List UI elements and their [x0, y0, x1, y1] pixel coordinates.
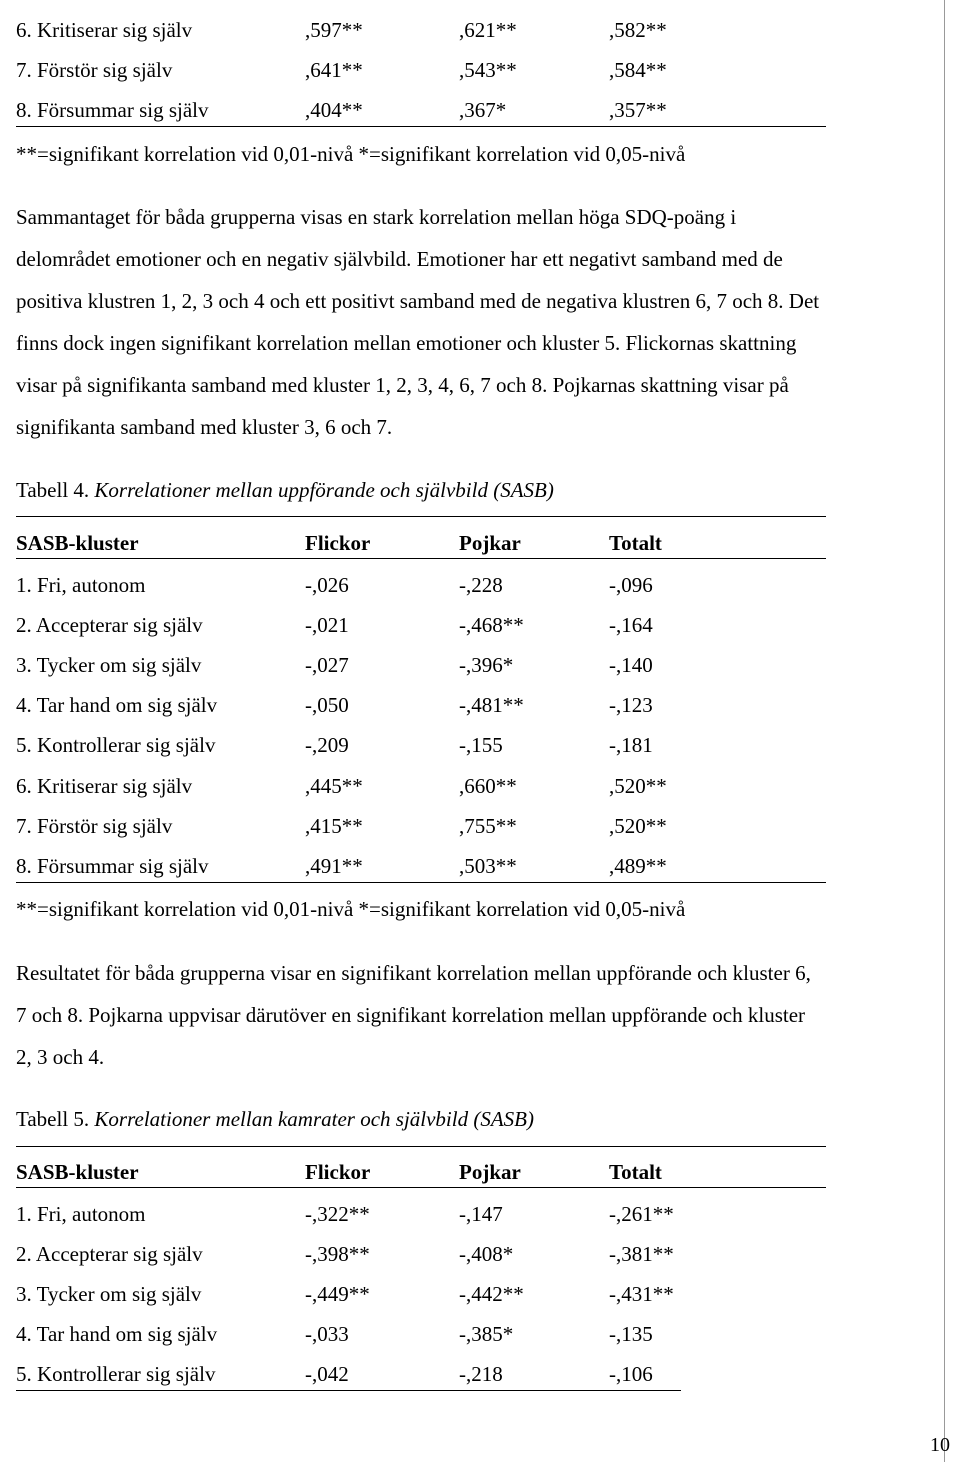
table-4-top-rule: [16, 516, 826, 517]
table-5-title: Korrelationer mellan kamrater och självbild (SASB): [94, 1107, 534, 1131]
table-4-label: Tabell 4.: [16, 478, 90, 502]
table-5-caption: [16, 1107, 534, 1132]
table-4-bottom-rule: [16, 882, 826, 883]
table-4-header-rule: [16, 558, 826, 559]
table-footnote: **=signifikant korrelation vid 0,01-nivå *=signifikant korrelation vid 0,05-nivå: [16, 142, 686, 166]
page-number: 10: [930, 1434, 950, 1456]
table-4-caption: [16, 478, 554, 503]
table-5-top-rule: [16, 1146, 826, 1147]
table-bottom-rule: [16, 126, 826, 127]
paragraph-1: Sammantaget för båda grupperna visas en stark korrelation mellan höga SDQ-poäng i delområdet emotioner och en negativ självbild. Emotioner har ett negativt samband med de positiva klustren 1, 2, 3 och 4 och ett positivt samband med de negativa klustren 6, 7 och 8. Det finns dock ingen signifikant korrelation mellan emotioner och kluster 5. Flickornas skattning visar på signifikanta samband med kluster 1, 2, 3, 4, 6, 7 och 8. Pojkarnas skattning visar på signifikanta samband med kluster 3, 6 och 7.: [16, 205, 820, 439]
table-5-bottom-rule: [16, 1390, 681, 1391]
paragraph-2: Resultatet för båda grupperna visar en signifikant korrelation mellan uppförande och kluster 6, 7 och 8. Pojkarna uppvisar därutöver en signifikant korrelation mellan uppförande och kluster 2, 3 och 4.: [16, 961, 811, 1069]
table-4-footnote: **=signifikant korrelation vid 0,01-nivå *=signifikant korrelation vid 0,05-nivå: [16, 897, 686, 921]
table-5-header-rule: [16, 1187, 826, 1188]
table-4-title: Korrelationer mellan uppförande och självbild (SASB): [94, 478, 554, 502]
table-5-label: Tabell 5.: [16, 1107, 90, 1131]
